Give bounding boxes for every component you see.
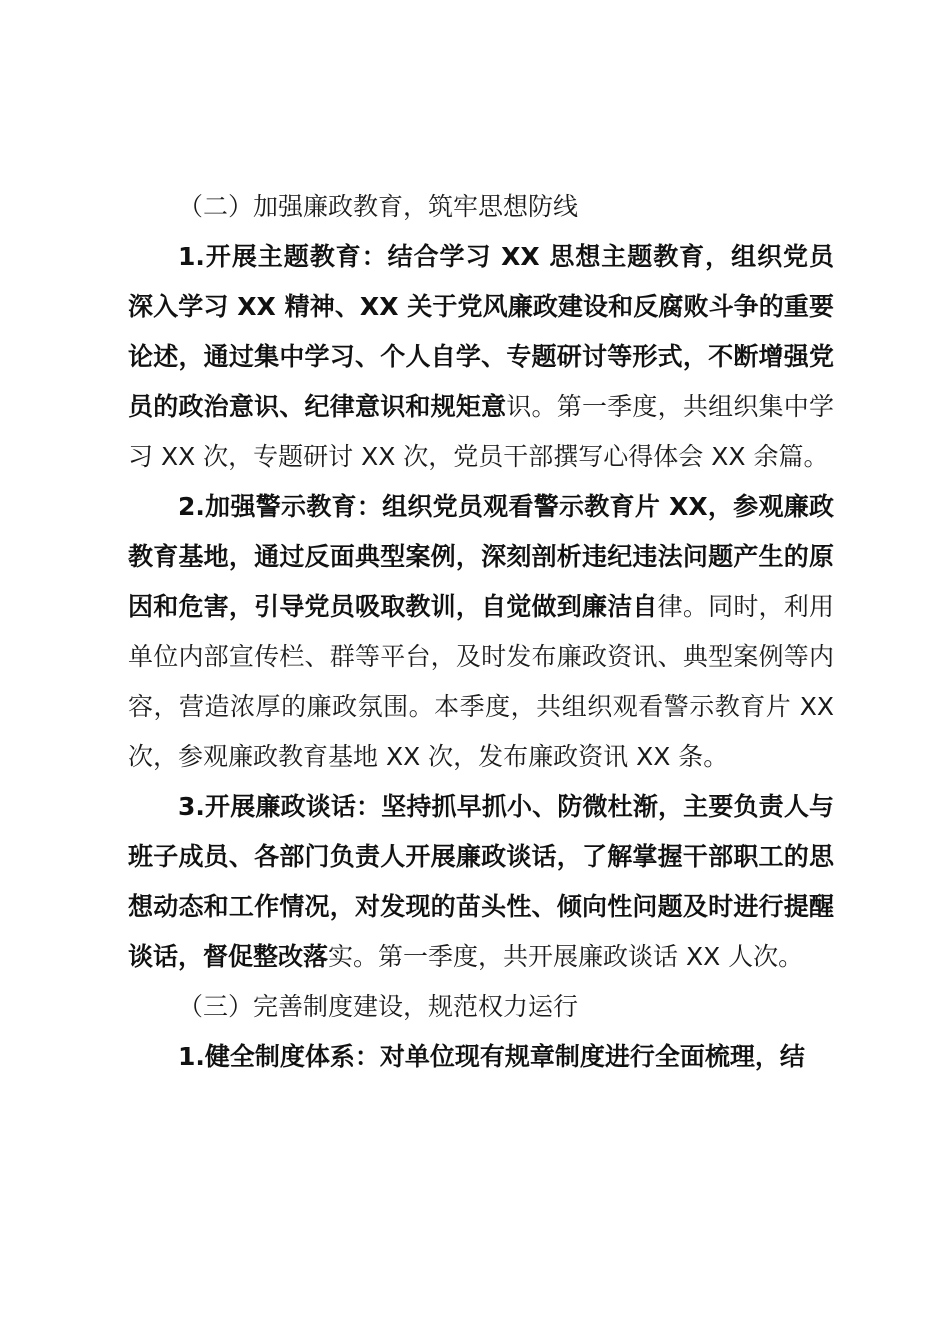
paragraph-theme-education (128, 232, 834, 482)
paragraph-system-building-bold: 1.健全制度体系：对单位现有规章制度进行全面梳理，结 (178, 1042, 805, 1071)
paragraph-system-building (128, 1032, 834, 1082)
paragraph-integrity-talks (128, 782, 834, 982)
paragraph-theme-education-normal: 识。第一季度，共组织集中学习 XX 次，专题研讨 XX 次，党员干部撰写心得体会 XX 余篇。 (128, 392, 834, 471)
paragraph-theme-education-bold: 1.开展主题教育：结合学习 XX 思想主题教育，组织党员深入学习 XX 精神、XX 关于党风廉政建设和反腐败斗争的重要论述，通过集中学习、个人自学、专题研讨等形式，不断增强党员的政治意识、纪律意识和规矩意 (128, 242, 834, 421)
paragraph-warning-education (128, 482, 834, 782)
document-body (128, 182, 834, 1082)
section-heading-3-text: （三）完善制度建设，规范权力运行 (178, 992, 579, 1021)
paragraph-warning-education-normal: 律。同时，利用单位内部宣传栏、群等平台，及时发布廉政资讯、典型案例等内容，营造浓厚的廉政氛围。本季度，共组织观看警示教育片 XX 次，参观廉政教育基地 XX 次，发布廉政资讯 XX 条。 (128, 592, 834, 771)
section-heading-3 (128, 982, 834, 1032)
section-heading-2-text: （二）加强廉政教育，筑牢思想防线 (178, 192, 579, 221)
section-heading-2 (128, 182, 834, 232)
paragraph-warning-education-bold: 2.加强警示教育：组织党员观看警示教育片 XX，参观廉政教育基地，通过反面典型案例，深刻剖析违纪违法问题产生的原因和危害，引导党员吸取教训，自觉做到廉洁自 (128, 492, 834, 621)
paragraph-integrity-talks-normal: 实。第一季度，共开展廉政谈话 XX 人次。 (328, 942, 804, 971)
paragraph-integrity-talks-bold: 3.开展廉政谈话：坚持抓早抓小、防微杜渐，主要负责人与班子成员、各部门负责人开展廉政谈话，了解掌握干部职工的思想动态和工作情况，对发现的苗头性、倾向性问题及时进行提醒谈话，督促整改落 (128, 792, 834, 971)
